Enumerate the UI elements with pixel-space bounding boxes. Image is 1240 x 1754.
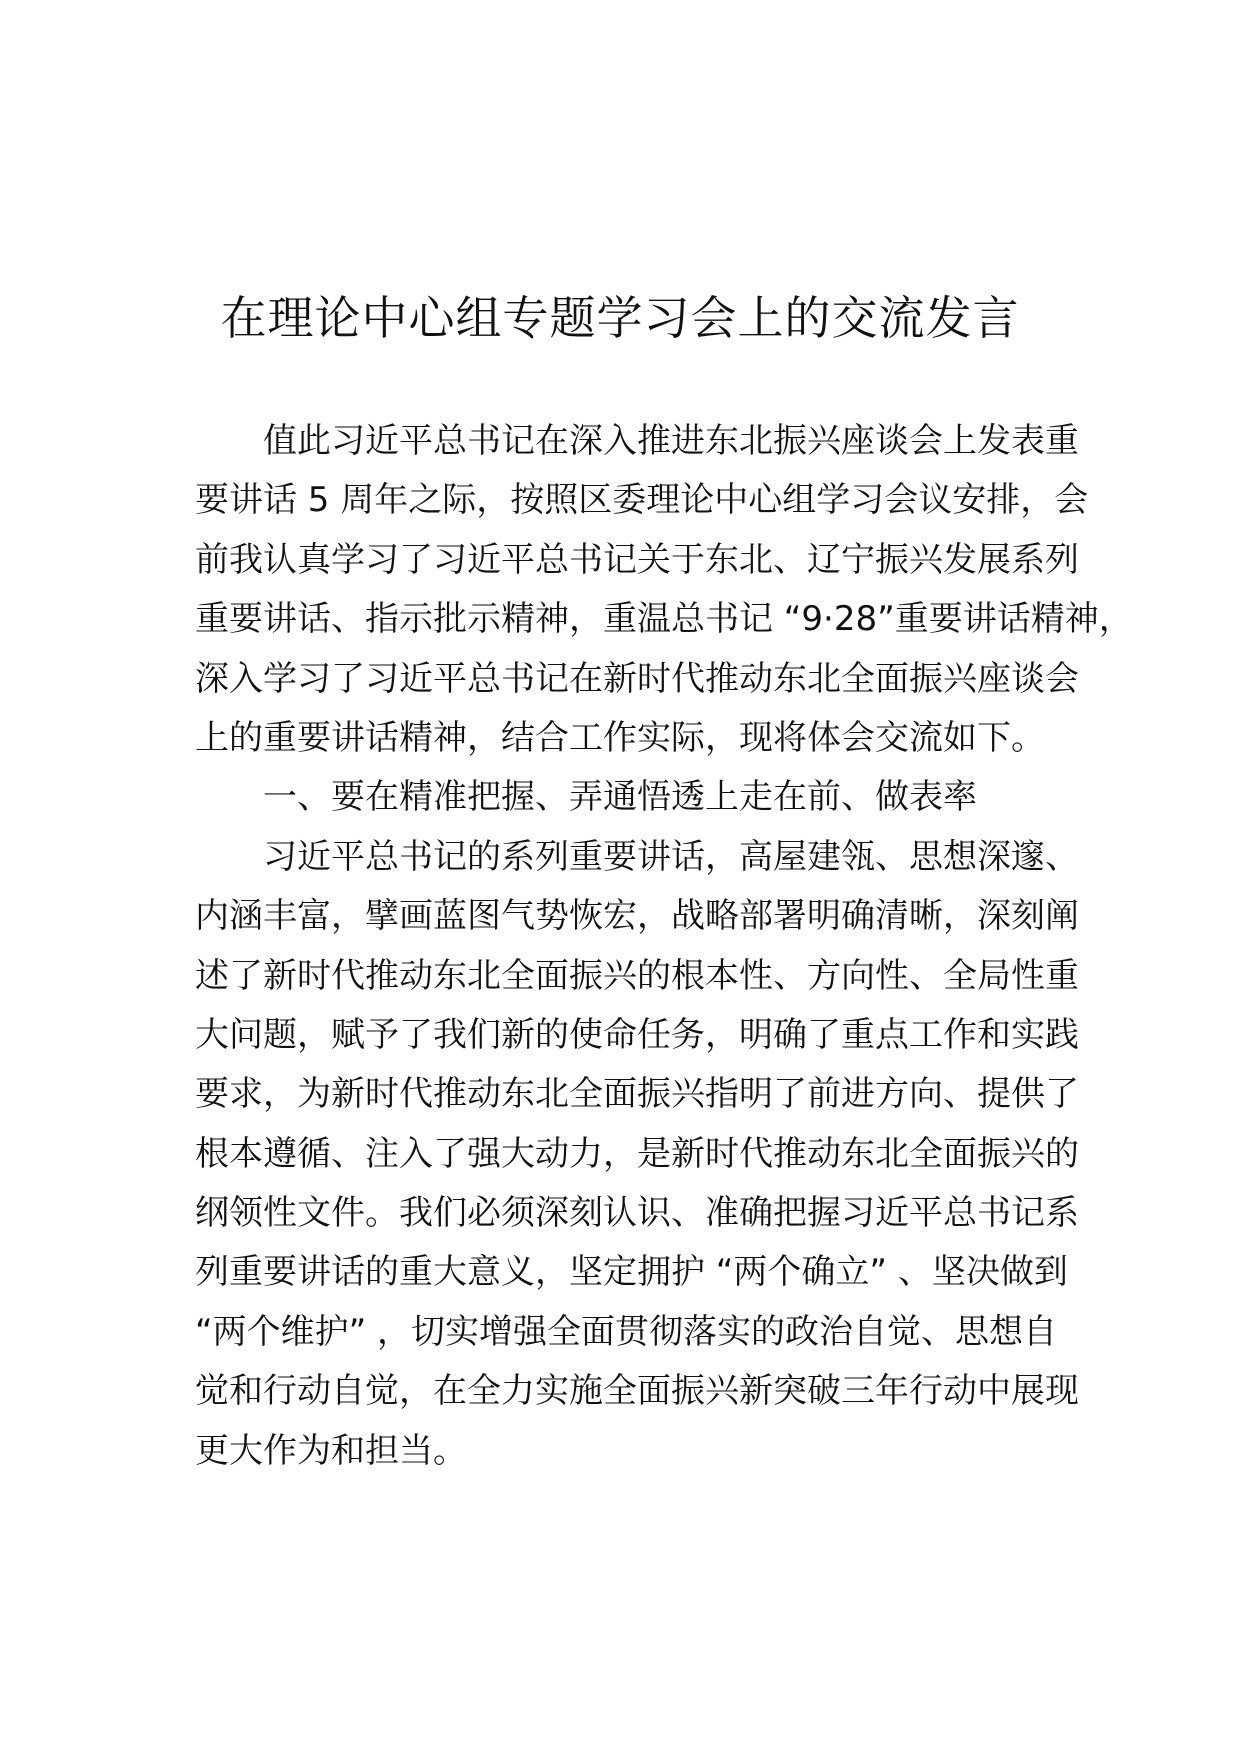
document-title: 在理论中心组专题学习会上的交流发言 <box>220 291 1020 345</box>
text-line: 纲领性文件。我们必须深刻认识、准确把握习近平总书记系 <box>195 1193 1079 1234</box>
text-line: 更大作为和担当。 <box>195 1430 467 1471</box>
text-line: 大问题，赋予了我们新的使命任务，明确了重点工作和实践 <box>195 1014 1079 1055</box>
text-line: 深入学习了习近平总书记在新时代推动东北全面振兴座谈会 <box>195 658 1079 699</box>
text-line: 前我认真学习了习近平总书记关于东北、辽宁振兴发展系列 <box>195 539 1079 580</box>
section-heading: 一、要在精准把握、弄通悟透上走在前、做表率 <box>263 777 977 818</box>
text-line: 重要讲话、指示批示精神，重温总书记 “9·28”重要讲话精神， <box>195 599 1133 640</box>
text-line: “两个维护” ，切实增强全面贯彻落实的政治自觉、思想自 <box>195 1311 1058 1352</box>
text-line: 上的重要讲话精神，结合工作实际，现将体会交流如下。 <box>195 717 1045 758</box>
text-line: 值此习近平总书记在深入推进东北振兴座谈会上发表重 <box>263 421 1079 461</box>
text-line: 要讲话 5 周年之际，按照区委理论中心组学习会议安排，会 <box>195 480 1089 521</box>
text-line: 习近平总书记的系列重要讲话，高屋建瓴、思想深邃、 <box>263 836 1079 877</box>
text-line: 根本遵循、注入了强大动力，是新时代推动东北全面振兴的 <box>195 1133 1079 1174</box>
text-line: 列重要讲话的重大意义，坚定拥护 “两个确立” 、坚决做到 <box>195 1252 1068 1293</box>
text-line: 内涵丰富，擘画蓝图气势恢宏，战略部署明确清晰，深刻阐 <box>195 896 1079 937</box>
text-line: 觉和行动自觉，在全力实施全面振兴新突破三年行动中展现 <box>195 1371 1079 1412</box>
text-line: 述了新时代推动东北全面振兴的根本性、方向性、全局性重 <box>195 955 1079 996</box>
document-body <box>195 412 1133 1481</box>
text-line: 要求，为新时代推动东北全面振兴指明了前进方向、提供了 <box>195 1074 1079 1115</box>
